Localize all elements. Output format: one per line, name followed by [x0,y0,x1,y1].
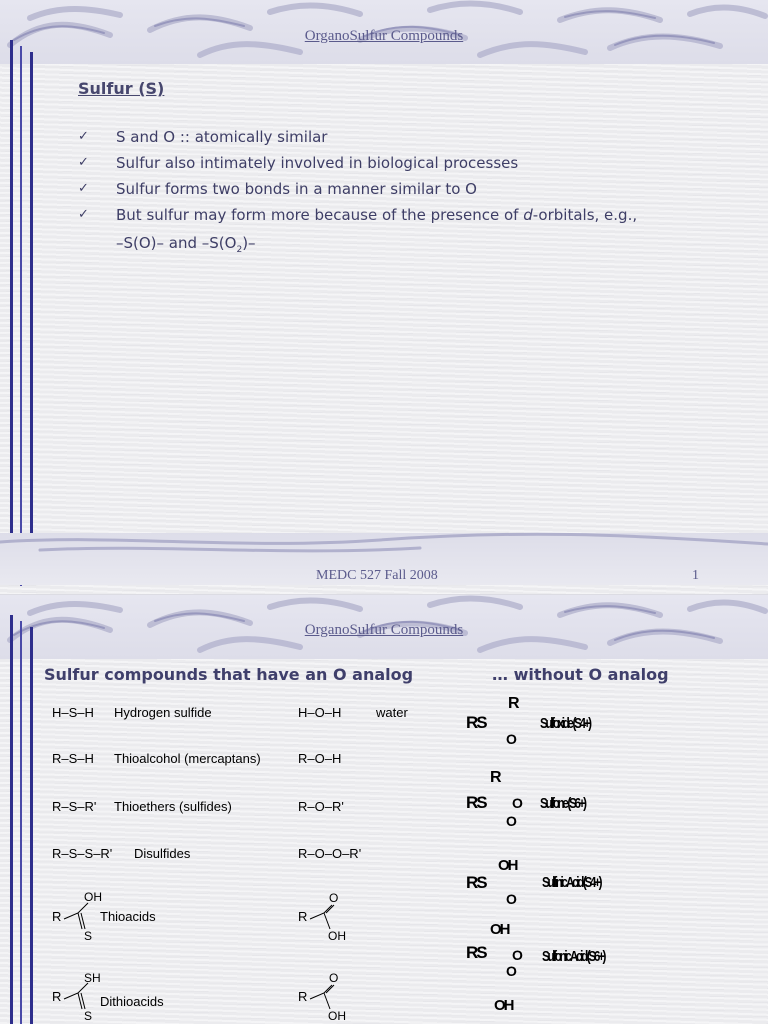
oxygen-name: water [376,705,408,720]
accent-bar [10,40,13,580]
accent-bar [30,52,33,562]
list-item: ✓ But sulfur may form more because of the presence of d-orbitals, e.g., [78,202,637,228]
accent-bar [20,46,22,586]
sulfinic-acid-label: Sulfinic Acid (S4+) [542,874,601,891]
swirl-decoration [0,530,768,560]
oxygen-formula: R–O–H [298,751,342,766]
sulfur-name: Hydrogen sulfide [114,705,212,720]
accent-bar [30,627,33,1024]
list-item: ✓ Sulfur forms two bonds in a manner similar to O [78,176,637,202]
check-icon: ✓ [78,181,89,196]
sulfur-formula: R–S–H [52,751,94,766]
check-icon: ✓ [78,155,89,170]
slide-2: OrganoSulfur Compounds Sulfur compounds that have an O analog … without O analog H–S–H Hydrogen sulfide H–O–H water R–S–H Thioalcohol (mercaptans) R–O–H R–S–R' Thioethers (sulfides) R–O–R' R–S–S–R' Disulfides R–O–O–R' R OH S Thioacids R O OH R SH S Dithioacids R O OH R RS O Sulfoxide (S4+) R RS O O Sulfone (S6+) OH RS O Sulfinic Acid (S4+) OH RS O O Sulfonic Acid (S6+) OH [0,595,768,1024]
accent-bar [10,615,13,1024]
oxygen-formula: H–O–H [298,705,342,720]
sulfur-name: Disulfides [134,846,191,861]
thioacid-name: Thioacids [100,909,156,924]
oxygen-formula: R–O–R' [298,799,344,814]
sulfur-formula: R–S–S–R' [52,846,113,861]
list-item: ✓ S and O :: atomically similar [78,124,637,150]
course-label: MEDC 527 Fall 2008 [316,568,438,583]
page-number: 1 [692,568,699,583]
left-column-heading: Sulfur compounds that have an O analog [44,665,414,684]
sulfonic-acid-label: Sulfonic Acid (S6+) [542,948,605,965]
accent-bar [20,621,22,1024]
sulfur-name: Thioethers (sulfides) [114,799,232,814]
bullet-continuation: –S(O)– and $-S(O_2)-$ [116,234,256,255]
bond-lines [60,899,100,935]
sulfur-formula: R–S–R' [52,799,97,814]
sulfur-name: Thioalcohol (mercaptans) [114,751,261,766]
right-column-heading: … without O analog [492,665,669,684]
bullet-list [78,124,637,228]
section-heading: Sulfur (S) [78,79,165,98]
sulfur-formula: H–S–H [52,705,94,720]
slide-title: OrganoSulfur Compounds [304,28,464,44]
check-icon: ✓ [78,129,89,144]
sulfoxide-label: Sulfoxide (S4+) [540,715,590,732]
check-icon: ✓ [78,207,89,222]
sulfone-label: Sulfone (S6+) [540,795,585,812]
oxygen-formula: R–O–O–R' [298,846,362,861]
dithioacid-name: Dithioacids [100,994,164,1009]
list-item: ✓ Sulfur also intimately involved in biological processes [78,150,637,176]
slide-title: OrganoSulfur Compounds [304,622,464,638]
